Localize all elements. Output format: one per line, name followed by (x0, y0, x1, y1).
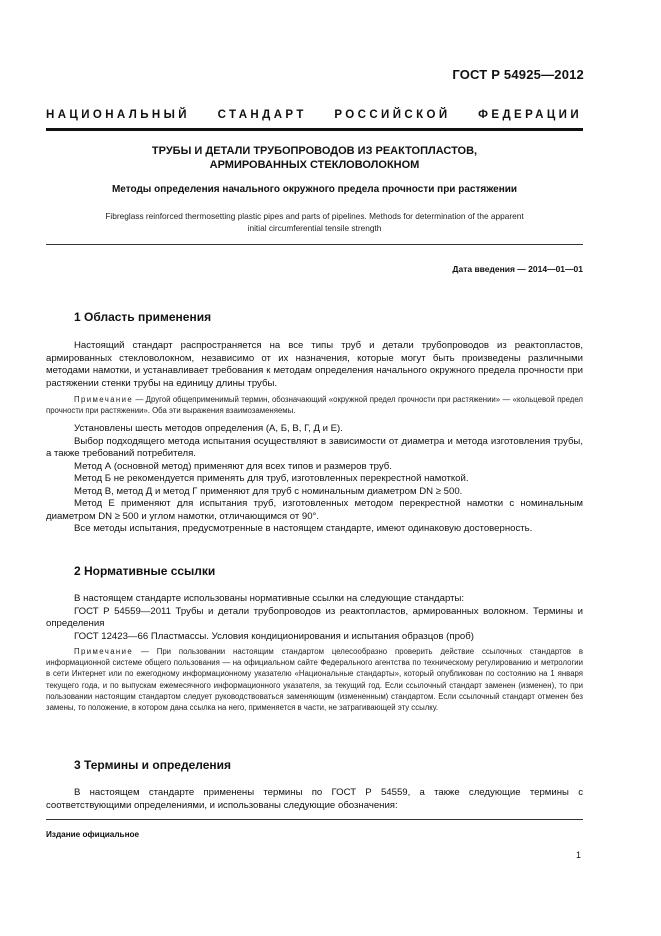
paragraph: В настоящем стандарте применены термины по ГОСТ Р 54559, а также следующие термины с соответствующими определениями, и использованы следующие обозначения: (46, 787, 583, 811)
section-3-paragraph (46, 787, 583, 812)
note-label: Примечание (74, 647, 134, 656)
english-title-line-1: Fibreglass reinforced thermosetting plastic pipes and parts of pipelines. Methods for determination of the apparent (105, 211, 524, 221)
note-label: Примечание (74, 395, 134, 404)
title-divider (46, 244, 583, 245)
paragraph: ГОСТ Р 54559—2011 Трубы и детали трубопроводов из реактопластов, армированных волокном. Термины и определения (46, 605, 583, 629)
paragraph: Метод Б не рекомендуется применять для труб, изготовленных перекрестной намоткой. (74, 473, 469, 484)
paragraph: Метод В, метод Д и метод Г применяют для труб с номинальным диаметром DN ≥ 500. (74, 485, 463, 497)
header-divider (46, 128, 583, 131)
note (46, 394, 583, 416)
note-text: — При пользовании настоящим стандартом целесообразно проверить действие ссылочных стандартов в информационной системе общего пользования — на официальном сайте Федерального агентства по техническому регулированию и метрологии в сети Интернет или по ежегодному информационному указателю «Национальные стандарты», который опубликован по состоянию на 1 января текущего года, и по выпускам ежемесячного информационного указателя, за текущий год. Если ссылочный стандарт заменен (изменен), то при пользовании настоящим стандартом следует руководствоваться заменяющим (измененным) стандартом. Если ссылочный стандарт отменен без замены, то положение, в котором дана ссылка на него, применяется в части, не затрагивающей эту ссылку. (46, 647, 583, 713)
document-title (46, 144, 583, 172)
page-number: 1 (575, 850, 581, 860)
section-1-paragraph (46, 340, 583, 390)
intro-date: Дата введения — 2014—01—01 (452, 264, 583, 274)
section-3-heading: 3 Термины и определения (74, 758, 232, 772)
paragraph: Все методы испытания, предусмотренные в настоящем стандарте, имеют одинаковую достоверность. (74, 523, 533, 534)
section-1-methods (46, 423, 583, 536)
section-1-heading: 1 Область применения (74, 310, 212, 324)
section-2-note (46, 646, 583, 713)
gost-code: ГОСТ Р 54925—2012 (452, 67, 584, 82)
section-1-note (46, 394, 583, 416)
paragraph: Установлены шесть методов определения (А, Б, В, Г, Д и Е). (74, 423, 343, 434)
paragraph: Настоящий стандарт распространяется на все типы труб и детали трубопроводов из реактопластов, армированных стекловолокном, независимо от их назначения, которые могут быть произведены различными методами намотки, и устанавливает требования к методам определения начального окружного предела прочности при растяжении стенки трубы на единицу длины трубы. (46, 340, 583, 389)
national-standard-banner: НАЦИОНАЛЬНЫЙ СТАНДАРТ РОССИЙСКОЙ ФЕДЕРАЦИИ (46, 109, 582, 121)
english-title-line-2: initial circumferential tensile strength (247, 223, 382, 233)
section-2-references (46, 593, 583, 643)
title-line-1: ТРУБЫ И ДЕТАЛИ ТРУБОПРОВОДОВ ИЗ РЕАКТОПЛАСТОВ, (151, 145, 478, 157)
title-line-2: АРМИРОВАННЫХ СТЕКЛОВОЛОКНОМ (209, 159, 420, 171)
note-text: — Другой общеприменимый термин, обозначающий «окружной предел прочности при растяжении» — «кольцевой предел прочности при растяжении». Оба эти выражения взаимозаменяемы. (46, 395, 583, 416)
paragraph: Выбор подходящего метода испытания осуществляют в зависимости от диаметра и метода изготовления трубы, а также требований потребителя. (46, 435, 583, 459)
footer-divider (46, 819, 583, 820)
paragraph: В настоящем стандарте использованы нормативные ссылки на следующие стандарты: (74, 593, 465, 604)
edition-label: Издание официальное (46, 830, 140, 839)
paragraph: ГОСТ 12423—66 Пластмассы. Условия кондиционирования и испытания образцов (проб) (74, 630, 474, 642)
paragraph: Метод А (основной метод) применяют для всех типов и размеров труб. (74, 460, 392, 472)
paragraph: Метод Е применяют для испытания труб, изготовленных методом перекрестной намотки с номинальным диаметром DN ≥ 500 и углом намотки, отличающимся от 90°. (46, 498, 583, 522)
section-2-heading: 2 Нормативные ссылки (74, 564, 216, 578)
english-title (46, 210, 583, 234)
document-subtitle: Методы определения начального окружного предела прочности при растяжении (111, 184, 518, 195)
note (46, 646, 583, 713)
